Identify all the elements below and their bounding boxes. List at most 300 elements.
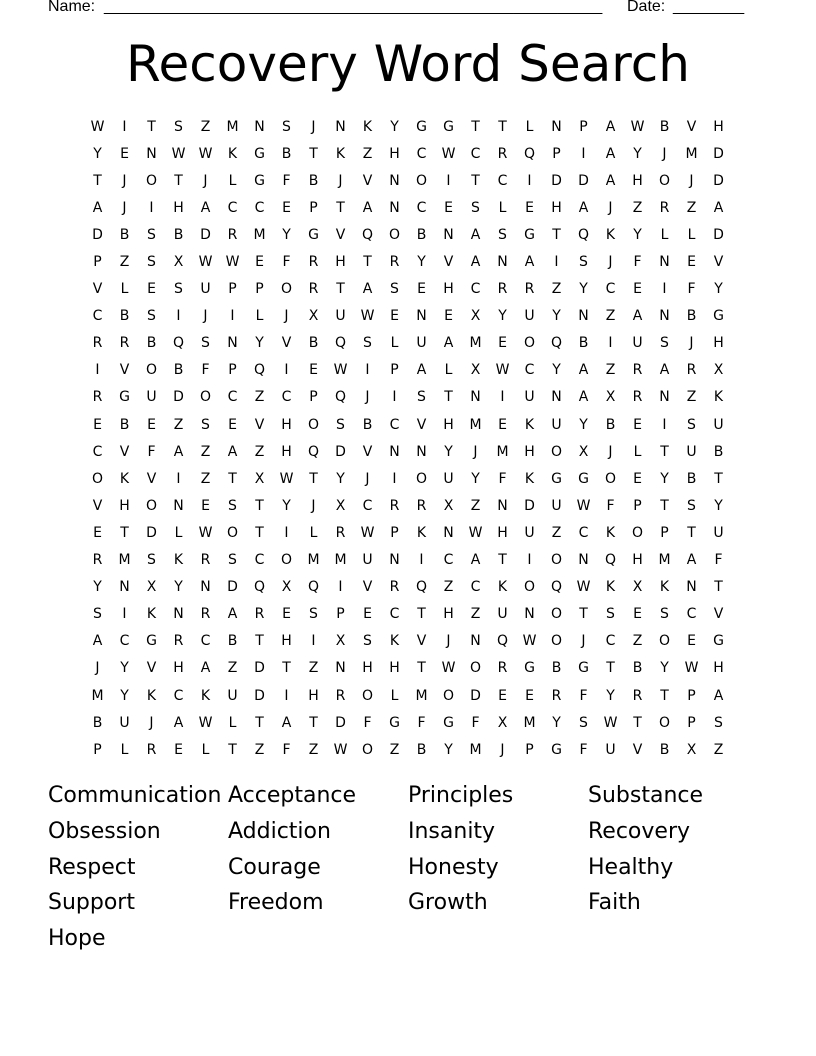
grid-letter: W: [495, 362, 510, 379]
grid-letter: L: [309, 524, 318, 541]
grid-letter: L: [390, 335, 399, 352]
grid-letter: I: [338, 579, 343, 596]
grid-letter: R: [200, 606, 211, 623]
grid-letter: Q: [253, 579, 266, 596]
grid-letter: I: [311, 633, 316, 650]
grid-letter: E: [390, 308, 399, 325]
grid-letter: S: [579, 254, 588, 271]
grid-letter: B: [173, 226, 184, 243]
grid-letter: P: [93, 254, 102, 271]
grid-letter: V: [362, 579, 373, 596]
grid-letter: V: [416, 416, 427, 433]
grid-letter: M: [334, 552, 347, 569]
grid-letter: H: [713, 118, 724, 135]
grid-letter: H: [524, 443, 535, 460]
grid-letter: A: [443, 335, 454, 352]
grid-letter: A: [416, 362, 427, 379]
grid-letter: K: [497, 579, 508, 596]
grid-letter: H: [497, 524, 508, 541]
grid-letter: P: [390, 362, 399, 379]
grid-letter: Y: [444, 443, 453, 460]
grid-letter: I: [446, 172, 451, 189]
grid-letter: A: [578, 362, 589, 379]
grid-letter: R: [92, 335, 103, 352]
grid-letter: B: [416, 741, 427, 758]
grid-letter: C: [497, 172, 508, 189]
grid-letter: C: [254, 199, 265, 216]
grid-letter: Q: [577, 226, 590, 243]
grid-letter: C: [470, 579, 481, 596]
grid-letter: L: [390, 687, 399, 704]
grid-letter: O: [280, 552, 293, 569]
grid-letter: Y: [471, 470, 480, 487]
grid-letter: N: [497, 254, 508, 271]
grid-letter: I: [230, 308, 235, 325]
grid-letter: O: [145, 497, 158, 514]
grid-letter: I: [392, 470, 397, 487]
grid-letter: A: [92, 633, 103, 650]
grid-letter: D: [227, 579, 238, 596]
grid-letter: R: [632, 389, 643, 406]
grid-row: [84, 682, 732, 709]
grid-letter: G: [254, 172, 265, 189]
grid-letter: U: [632, 335, 643, 352]
grid-letter: B: [146, 335, 157, 352]
grid-letter: K: [605, 226, 616, 243]
grid-letter: M: [496, 443, 509, 460]
grid-letter: F: [282, 172, 291, 189]
grid-letter: H: [389, 145, 400, 162]
grid-letter: I: [365, 362, 370, 379]
grid-letter: N: [551, 389, 562, 406]
grid-letter: Y: [660, 660, 669, 677]
grid-letter: J: [311, 497, 316, 514]
grid-letter: P: [93, 741, 102, 758]
grid-letter: P: [255, 281, 264, 298]
grid-letter: S: [471, 199, 480, 216]
grid-letter: R: [416, 497, 427, 514]
grid-row: [84, 736, 732, 763]
grid-letter: P: [309, 199, 318, 216]
grid-letter: Q: [253, 362, 266, 379]
grid-letter: D: [470, 687, 481, 704]
grid-letter: W: [441, 145, 456, 162]
grid-letter: Y: [120, 687, 129, 704]
grid-letter: R: [389, 497, 400, 514]
grid-letter: W: [333, 741, 348, 758]
grid-letter: Y: [498, 308, 507, 325]
grid-letter: W: [576, 497, 591, 514]
grid-letter: Q: [307, 443, 320, 460]
grid-letter: B: [119, 308, 130, 325]
grid-letter: N: [335, 660, 346, 677]
grid-letter: V: [146, 660, 157, 677]
grid-letter: T: [714, 579, 723, 596]
grid-letter: D: [335, 443, 346, 460]
word-list-item: Addiction: [228, 818, 331, 844]
grid-letter: T: [228, 470, 237, 487]
grid-letter: J: [473, 443, 478, 460]
grid-letter: J: [95, 660, 100, 677]
grid-letter: D: [335, 714, 346, 731]
grid-letter: P: [309, 389, 318, 406]
grid-letter: B: [227, 633, 238, 650]
grid-letter: V: [92, 497, 103, 514]
grid-letter: C: [92, 308, 103, 325]
grid-letter: A: [470, 226, 481, 243]
grid-letter: Q: [415, 579, 428, 596]
grid-letter: G: [416, 118, 427, 135]
grid-letter: T: [93, 172, 102, 189]
grid-letter: D: [713, 226, 724, 243]
word-list-item: Recovery: [588, 818, 691, 844]
grid-letter: F: [498, 470, 507, 487]
grid-letter: C: [416, 199, 427, 216]
grid-letter: Y: [336, 470, 345, 487]
grid-letter: A: [605, 118, 616, 135]
grid-letter: M: [469, 416, 482, 433]
grid-letter: U: [146, 389, 157, 406]
grid-letter: H: [281, 633, 292, 650]
grid-letter: R: [308, 281, 319, 298]
grid-letter: U: [443, 470, 454, 487]
grid-letter: C: [254, 552, 265, 569]
grid-letter: O: [658, 714, 671, 731]
grid-letter: Z: [200, 118, 211, 135]
grid-letter: V: [335, 226, 346, 243]
grid-letter: J: [203, 172, 208, 189]
grid-letter: N: [119, 579, 130, 596]
grid-row: [84, 411, 732, 438]
grid-letter: B: [551, 660, 562, 677]
grid-letter: Z: [686, 389, 697, 406]
grid-letter: T: [714, 470, 723, 487]
grid-letter: O: [280, 281, 293, 298]
grid-letter: Z: [200, 470, 211, 487]
grid-letter: A: [200, 660, 211, 677]
grid-letter: Q: [172, 335, 185, 352]
grid-letter: D: [173, 389, 184, 406]
grid-letter: E: [174, 741, 183, 758]
grid-letter: T: [660, 497, 669, 514]
grid-letter: S: [228, 552, 237, 569]
page-title: Recovery Word Search: [126, 35, 690, 93]
grid-letter: N: [443, 524, 454, 541]
grid-letter: B: [632, 660, 643, 677]
grid-letter: F: [471, 714, 480, 731]
grid-letter: O: [226, 524, 239, 541]
grid-letter: V: [146, 470, 157, 487]
grid-letter: X: [605, 389, 616, 406]
grid-letter: E: [282, 606, 291, 623]
grid-letter: D: [713, 172, 724, 189]
grid-letter: M: [253, 226, 266, 243]
word-list-item: Respect: [48, 854, 136, 880]
grid-letter: Y: [552, 362, 561, 379]
grid-letter: H: [632, 552, 643, 569]
grid-letter: F: [417, 714, 426, 731]
grid-letter: Q: [307, 579, 320, 596]
grid-row: [84, 628, 732, 655]
grid-letter: K: [605, 524, 616, 541]
grid-letter: Z: [713, 741, 724, 758]
grid-letter: P: [687, 714, 696, 731]
grid-letter: V: [254, 416, 265, 433]
grid-letter: A: [713, 687, 724, 704]
grid-letter: L: [687, 226, 696, 243]
grid-letter: C: [200, 633, 211, 650]
grid-row: [84, 709, 732, 736]
word-list-item: Obsession: [48, 818, 161, 844]
grid-letter: A: [470, 552, 481, 569]
grid-letter: S: [498, 226, 507, 243]
grid-letter: R: [146, 741, 157, 758]
grid-letter: W: [630, 118, 645, 135]
grid-letter: A: [227, 606, 238, 623]
grid-letter: N: [578, 552, 589, 569]
grid-letter: R: [92, 552, 103, 569]
grid-letter: X: [470, 362, 481, 379]
grid-letter: T: [336, 199, 345, 216]
grid-letter: R: [335, 687, 346, 704]
grid-letter: E: [498, 687, 507, 704]
grid-letter: P: [660, 524, 669, 541]
grid-letter: K: [389, 633, 400, 650]
grid-letter: M: [307, 552, 320, 569]
grid-letter: K: [713, 389, 724, 406]
grid-letter: X: [578, 443, 589, 460]
grid-letter: W: [603, 714, 618, 731]
grid-letter: E: [93, 524, 102, 541]
grid-letter: J: [662, 145, 667, 162]
grid-letter: R: [632, 362, 643, 379]
grid-letter: S: [93, 606, 102, 623]
word-list-item: Faith: [588, 890, 641, 916]
grid-letter: V: [632, 741, 643, 758]
grid-letter: U: [416, 335, 427, 352]
grid-letter: O: [658, 172, 671, 189]
grid-letter: W: [198, 714, 213, 731]
grid-letter: E: [687, 633, 696, 650]
grid-letter: R: [92, 389, 103, 406]
grid-letter: O: [145, 362, 158, 379]
grid-letter: V: [281, 335, 292, 352]
grid-letter: L: [255, 308, 264, 325]
grid-row: [84, 330, 732, 357]
grid-row: [84, 140, 732, 167]
grid-letter: T: [120, 524, 129, 541]
grid-letter: Y: [174, 579, 183, 596]
grid-letter: Z: [551, 524, 562, 541]
grid-letter: W: [468, 524, 483, 541]
grid-letter: Q: [334, 389, 347, 406]
grid-letter: T: [309, 714, 318, 731]
grid-letter: O: [469, 660, 482, 677]
grid-letter: U: [524, 308, 535, 325]
grid-letter: H: [173, 660, 184, 677]
grid-row: [84, 113, 732, 140]
grid-letter: H: [389, 660, 400, 677]
grid-letter: V: [119, 362, 130, 379]
grid-letter: G: [551, 741, 562, 758]
grid-letter: R: [389, 254, 400, 271]
grid-letter: Z: [254, 389, 265, 406]
grid-letter: I: [527, 172, 532, 189]
grid-letter: H: [632, 172, 643, 189]
grid-letter: C: [605, 633, 616, 650]
name-field[interactable]: ________________________________________________________: [104, 0, 603, 15]
grid-letter: X: [173, 254, 184, 271]
grid-letter: R: [497, 660, 508, 677]
grid-letter: T: [660, 443, 669, 460]
word-list-item: Honesty: [408, 854, 499, 880]
grid-letter: M: [685, 145, 698, 162]
grid-letter: P: [552, 145, 561, 162]
grid-letter: T: [606, 660, 615, 677]
grid-letter: S: [201, 335, 210, 352]
grid-letter: T: [417, 606, 426, 623]
grid-letter: I: [500, 389, 505, 406]
grid-letter: K: [416, 524, 427, 541]
grid-letter: N: [659, 308, 670, 325]
grid-letter: I: [284, 362, 289, 379]
grid-letter: R: [200, 552, 211, 569]
grid-letter: M: [91, 687, 104, 704]
grid-letter: S: [201, 416, 210, 433]
grid-letter: N: [443, 226, 454, 243]
grid-letter: C: [362, 497, 373, 514]
grid-letter: T: [309, 145, 318, 162]
grid-letter: J: [608, 254, 613, 271]
grid-letter: M: [118, 552, 131, 569]
grid-letter: J: [284, 308, 289, 325]
grid-letter: G: [443, 714, 454, 731]
grid-row: [84, 221, 732, 248]
grid-letter: N: [146, 145, 157, 162]
grid-letter: Y: [93, 145, 102, 162]
grid-letter: P: [228, 281, 237, 298]
grid-letter: V: [119, 443, 130, 460]
grid-letter: T: [417, 660, 426, 677]
grid-letter: S: [714, 714, 723, 731]
grid-letter: F: [687, 281, 696, 298]
grid-letter: D: [146, 524, 157, 541]
grid-letter: Y: [579, 416, 588, 433]
grid-letter: E: [687, 254, 696, 271]
grid-letter: J: [149, 714, 154, 731]
grid-letter: V: [362, 172, 373, 189]
grid-letter: W: [198, 254, 213, 271]
grid-letter: G: [443, 118, 454, 135]
grid-letter: H: [173, 199, 184, 216]
grid-letter: Z: [686, 199, 697, 216]
grid-letter: J: [203, 308, 208, 325]
grid-letter: I: [662, 416, 667, 433]
grid-letter: Z: [119, 254, 130, 271]
grid-letter: T: [579, 606, 588, 623]
grid-letter: T: [363, 254, 372, 271]
grid-letter: I: [122, 118, 127, 135]
grid-letter: C: [227, 199, 238, 216]
word-list-item: Acceptance: [228, 783, 357, 808]
grid-letter: C: [686, 606, 697, 623]
grid-letter: Y: [444, 741, 453, 758]
grid-letter: W: [171, 145, 186, 162]
grid-row: [84, 492, 732, 519]
grid-letter: T: [147, 118, 156, 135]
grid-letter: R: [227, 226, 238, 243]
grid-row: [84, 547, 732, 574]
grid-letter: X: [146, 579, 157, 596]
grid-letter: B: [362, 416, 373, 433]
grid-letter: Y: [390, 118, 399, 135]
grid-letter: O: [415, 470, 428, 487]
grid-letter: Z: [362, 145, 373, 162]
grid-letter: O: [388, 226, 401, 243]
grid-letter: W: [279, 470, 294, 487]
grid-letter: E: [633, 281, 642, 298]
grid-letter: U: [605, 741, 616, 758]
grid-letter: T: [255, 524, 264, 541]
grid-letter: D: [254, 660, 265, 677]
grid-letter: V: [416, 633, 427, 650]
date-field[interactable]: ________: [673, 0, 745, 15]
grid-letter: C: [524, 362, 535, 379]
grid-letter: O: [523, 335, 536, 352]
grid-letter: C: [470, 145, 481, 162]
grid-letter: K: [605, 579, 616, 596]
grid-letter: O: [631, 524, 644, 541]
grid-letter: X: [497, 714, 508, 731]
grid-letter: X: [443, 497, 454, 514]
grid-letter: E: [498, 416, 507, 433]
grid-letter: O: [415, 172, 428, 189]
grid-letter: V: [713, 254, 724, 271]
grid-letter: B: [416, 226, 427, 243]
grid-letter: P: [687, 687, 696, 704]
grid-letter: L: [525, 118, 534, 135]
grid-letter: K: [659, 579, 670, 596]
grid-row: [84, 574, 732, 601]
grid-letter: S: [687, 497, 696, 514]
word-list-item: Support: [48, 890, 135, 916]
grid-letter: X: [308, 308, 319, 325]
grid-letter: A: [578, 199, 589, 216]
grid-letter: H: [443, 416, 454, 433]
grid-letter: K: [146, 606, 157, 623]
grid-letter: D: [92, 226, 103, 243]
grid-letter: T: [633, 714, 642, 731]
header-line: [48, 0, 748, 18]
grid-letter: F: [606, 497, 615, 514]
grid-letter: K: [146, 687, 157, 704]
grid-row: [84, 303, 732, 330]
grid-letter: S: [309, 606, 318, 623]
grid-letter: S: [579, 714, 588, 731]
grid-letter: T: [255, 633, 264, 650]
grid-letter: W: [522, 633, 537, 650]
grid-letter: I: [581, 145, 586, 162]
grid-letter: T: [336, 281, 345, 298]
grid-letter: G: [524, 226, 535, 243]
grid-letter: I: [392, 389, 397, 406]
grid-row: [84, 167, 732, 194]
grid-letter: T: [309, 470, 318, 487]
word-list-item: Substance: [588, 783, 704, 808]
grid-letter: O: [145, 172, 158, 189]
grid-letter: L: [660, 226, 669, 243]
grid-letter: U: [497, 606, 508, 623]
